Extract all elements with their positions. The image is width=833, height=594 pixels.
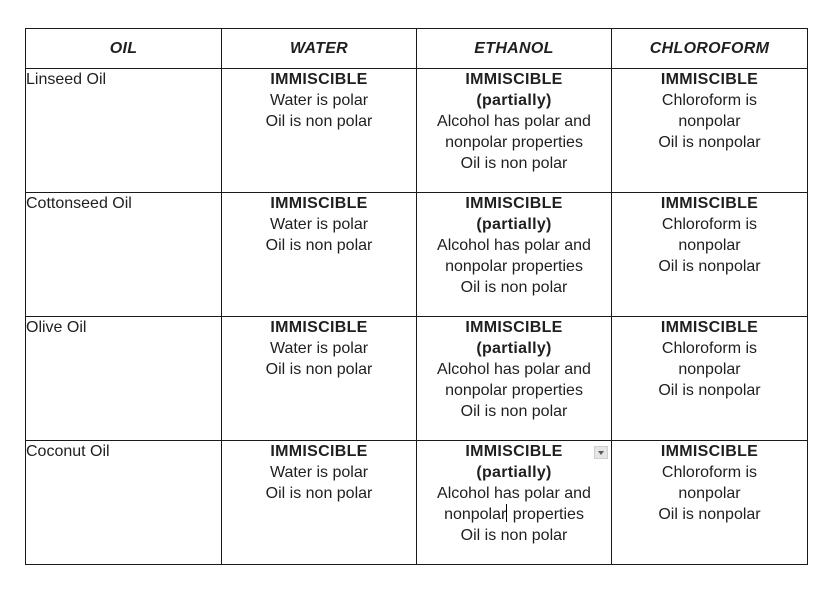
ethanol-reason: Alcohol has polar and (437, 113, 591, 130)
chloroform-reason-cont: nonpolar (678, 485, 741, 502)
oil-polarity: Oil is non polar (460, 155, 568, 172)
water-result: IMMISCIBLE (270, 71, 368, 88)
chloroform-cell[interactable] (612, 69, 808, 193)
ethanol-reason-part: properties (508, 506, 584, 523)
table-row (26, 441, 808, 565)
header-ethanol[interactable]: ETHANOL (417, 29, 612, 69)
chloroform-reason: Chloroform is (661, 216, 758, 233)
ethanol-result: IMMISCIBLE (465, 195, 563, 212)
water-result: IMMISCIBLE (270, 195, 368, 212)
oil-name-cell[interactable]: Olive Oil (26, 317, 222, 441)
ethanol-reason-part: properties (507, 134, 583, 151)
chloroform-result: IMMISCIBLE (660, 443, 759, 460)
ethanol-reason-part: properties (507, 382, 583, 399)
table-header (26, 29, 808, 69)
header-oil[interactable]: OIL (26, 29, 222, 69)
oil-name-cell[interactable]: Coconut Oil (26, 441, 222, 565)
water-result: IMMISCIBLE (270, 443, 368, 460)
ethanol-reason: Alcohol has polar and (437, 237, 591, 254)
ethanol-reason-part: nonpolar (445, 382, 508, 399)
solubility-table (25, 28, 808, 565)
dropdown-arrow-icon[interactable] (594, 446, 608, 459)
ethanol-result: IMMISCIBLE (465, 319, 563, 336)
oil-polarity: Oil is non polar (460, 403, 568, 420)
ethanol-reason-part: properties (507, 258, 583, 275)
ethanol-qualifier: (partially) (476, 340, 552, 357)
water-reason: Water is polar (269, 92, 369, 109)
chloroform-reason-cont: nonpolar (678, 113, 741, 130)
ethanol-qualifier: (partially) (476, 216, 552, 233)
ethanol-reason: Alcohol has polar and (437, 485, 591, 502)
oil-polarity: Oil is non polar (460, 279, 568, 296)
oil-polarity: Oil is non polar (265, 361, 373, 378)
ethanol-reason-cont (417, 132, 611, 153)
header-water[interactable]: WATER (222, 29, 417, 69)
ethanol-reason: Alcohol has polar and (437, 361, 591, 378)
water-cell[interactable] (222, 69, 417, 193)
chloroform-cell[interactable] (612, 441, 808, 565)
oil-polarity: Oil is nonpolar (658, 258, 761, 275)
header-row (26, 29, 808, 69)
chloroform-cell[interactable] (612, 193, 808, 317)
chloroform-reason-cont: nonpolar (678, 361, 741, 378)
water-cell[interactable] (222, 317, 417, 441)
table-row (26, 69, 808, 193)
ethanol-reason-cont (417, 256, 611, 277)
ethanol-cell[interactable] (417, 317, 612, 441)
chloroform-reason: Chloroform is (661, 340, 758, 357)
ethanol-reason-part: nonpolar (445, 258, 508, 275)
table-row (26, 193, 808, 317)
oil-polarity: Oil is nonpolar (658, 382, 761, 399)
water-cell[interactable] (222, 441, 417, 565)
water-cell[interactable] (222, 193, 417, 317)
ethanol-qualifier: (partially) (476, 92, 552, 109)
water-reason: Water is polar (269, 216, 369, 233)
ethanol-cell-active[interactable] (417, 441, 612, 565)
oil-polarity: Oil is non polar (460, 527, 568, 544)
ethanol-reason-part: nonpolar (444, 506, 507, 523)
oil-polarity: Oil is nonpolar (658, 134, 761, 151)
chloroform-result: IMMISCIBLE (660, 195, 759, 212)
chloroform-reason-cont: nonpolar (678, 237, 741, 254)
chloroform-reason: Chloroform is (661, 92, 758, 109)
ethanol-reason-cont (417, 380, 611, 401)
oil-polarity: Oil is non polar (265, 113, 373, 130)
water-reason: Water is polar (269, 464, 369, 481)
header-chloroform[interactable]: CHLOROFORM (612, 29, 808, 69)
oil-name-cell[interactable]: Cottonseed Oil (26, 193, 222, 317)
ethanol-cell[interactable] (417, 193, 612, 317)
table-row (26, 317, 808, 441)
water-result: IMMISCIBLE (270, 319, 368, 336)
ethanol-result: IMMISCIBLE (465, 71, 563, 88)
chloroform-reason: Chloroform is (661, 464, 758, 481)
chloroform-result: IMMISCIBLE (660, 319, 759, 336)
chloroform-cell[interactable] (612, 317, 808, 441)
table-body (26, 69, 808, 565)
oil-name-cell[interactable]: Linseed Oil (26, 69, 222, 193)
water-reason: Water is polar (269, 340, 369, 357)
ethanol-cell[interactable] (417, 69, 612, 193)
ethanol-reason-part: nonpolar (445, 134, 508, 151)
oil-polarity: Oil is non polar (265, 485, 373, 502)
chloroform-result: IMMISCIBLE (660, 71, 759, 88)
ethanol-qualifier: (partially) (476, 464, 552, 481)
ethanol-reason-cont (417, 504, 611, 525)
oil-polarity: Oil is non polar (265, 237, 373, 254)
oil-polarity: Oil is nonpolar (658, 506, 761, 523)
ethanol-result: IMMISCIBLE (465, 443, 563, 460)
